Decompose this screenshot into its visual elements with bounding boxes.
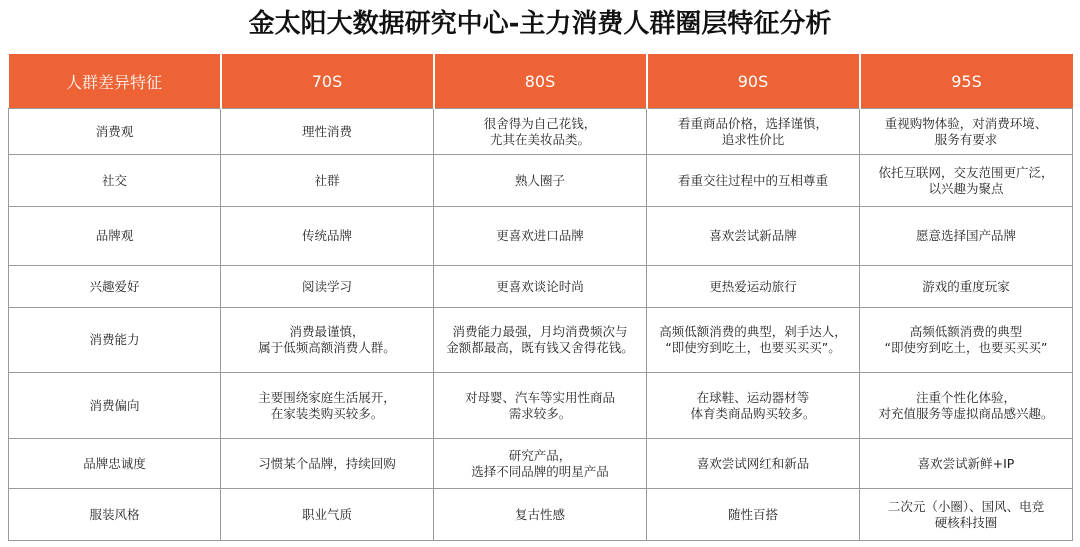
table-row — [9, 109, 1073, 155]
table-cell: 习惯某个品牌，持续回购 — [221, 439, 434, 489]
table-row — [9, 155, 1073, 207]
table-row — [9, 308, 1073, 373]
feature-table — [8, 54, 1073, 541]
table-cell: 更喜欢进口品牌 — [434, 207, 647, 266]
table-cell: 看重交往过程中的互相尊重 — [647, 155, 860, 207]
table-cell: 很舍得为自己花钱， 尤其在美妆品类。 — [434, 109, 647, 155]
row-label: 社交 — [9, 155, 221, 207]
table-cell: 职业气质 — [221, 489, 434, 541]
table-cell: 二次元（小圈）、国风、电竞 硬核科技圈 — [860, 489, 1073, 541]
table-cell: 研究产品， 选择不同品牌的明星产品 — [434, 439, 647, 489]
table-cell: 高频低额消费的典型 “即使穷到吃土，也要买买买” — [860, 308, 1073, 373]
row-label: 消费观 — [9, 109, 221, 155]
table-cell: 喜欢尝试新品牌 — [647, 207, 860, 266]
page-title: 金太阳大数据研究中心-主力消费人群圈层特征分析 — [248, 9, 832, 39]
table-cell: 传统品牌 — [221, 207, 434, 266]
header-row — [9, 54, 1073, 109]
header-90s: 90S — [647, 54, 860, 109]
table-cell: 消费最谨慎， 属于低频高额消费人群。 — [221, 308, 434, 373]
row-label: 兴趣爱好 — [9, 266, 221, 308]
table-row — [9, 489, 1073, 541]
header-95s: 95S — [860, 54, 1073, 109]
table-cell: 喜欢尝试新鲜+IP — [860, 439, 1073, 489]
row-label: 品牌观 — [9, 207, 221, 266]
table-cell: 消费能力最强，月均消费频次与 金额都最高，既有钱又舍得花钱。 — [434, 308, 647, 373]
table-cell: 阅读学习 — [221, 266, 434, 308]
row-label: 品牌忠诚度 — [9, 439, 221, 489]
table-cell: 游戏的重度玩家 — [860, 266, 1073, 308]
table-cell: 喜欢尝试网红和新品 — [647, 439, 860, 489]
table-cell: 对母婴、汽车等实用性商品 需求较多。 — [434, 373, 647, 439]
table-cell: 更喜欢谈论时尚 — [434, 266, 647, 308]
table-cell: 社群 — [221, 155, 434, 207]
table-cell: 看重商品价格，选择谨慎， 追求性价比 — [647, 109, 860, 155]
table-cell: 愿意选择国产品牌 — [860, 207, 1073, 266]
row-label: 服装风格 — [9, 489, 221, 541]
table-cell: 熟人圈子 — [434, 155, 647, 207]
table-row — [9, 266, 1073, 308]
row-label: 消费能力 — [9, 308, 221, 373]
table-cell: 复古性感 — [434, 489, 647, 541]
header-70s: 70S — [221, 54, 434, 109]
table-cell: 理性消费 — [221, 109, 434, 155]
table-row — [9, 207, 1073, 266]
table-row — [9, 439, 1073, 489]
table-cell: 在球鞋、运动器材等 体育类商品购买较多。 — [647, 373, 860, 439]
header-80s: 80S — [434, 54, 647, 109]
table-row — [9, 373, 1073, 439]
row-label: 消费偏向 — [9, 373, 221, 439]
header-feature: 人群差异特征 — [9, 54, 221, 109]
table-cell: 重视购物体验，对消费环境、 服务有要求 — [860, 109, 1073, 155]
table-cell: 更热爱运动旅行 — [647, 266, 860, 308]
table-cell: 高频低额消费的典型，剁手达人， “即使穷到吃土，也要买买买”。 — [647, 308, 860, 373]
table-cell: 注重个性化体验， 对充值服务等虚拟商品感兴趣。 — [860, 373, 1073, 439]
table-cell: 随性百搭 — [647, 489, 860, 541]
table-cell: 依托互联网，交友范围更广泛， 以兴趣为聚点 — [860, 155, 1073, 207]
table-cell: 主要围绕家庭生活展开， 在家装类购买较多。 — [221, 373, 434, 439]
